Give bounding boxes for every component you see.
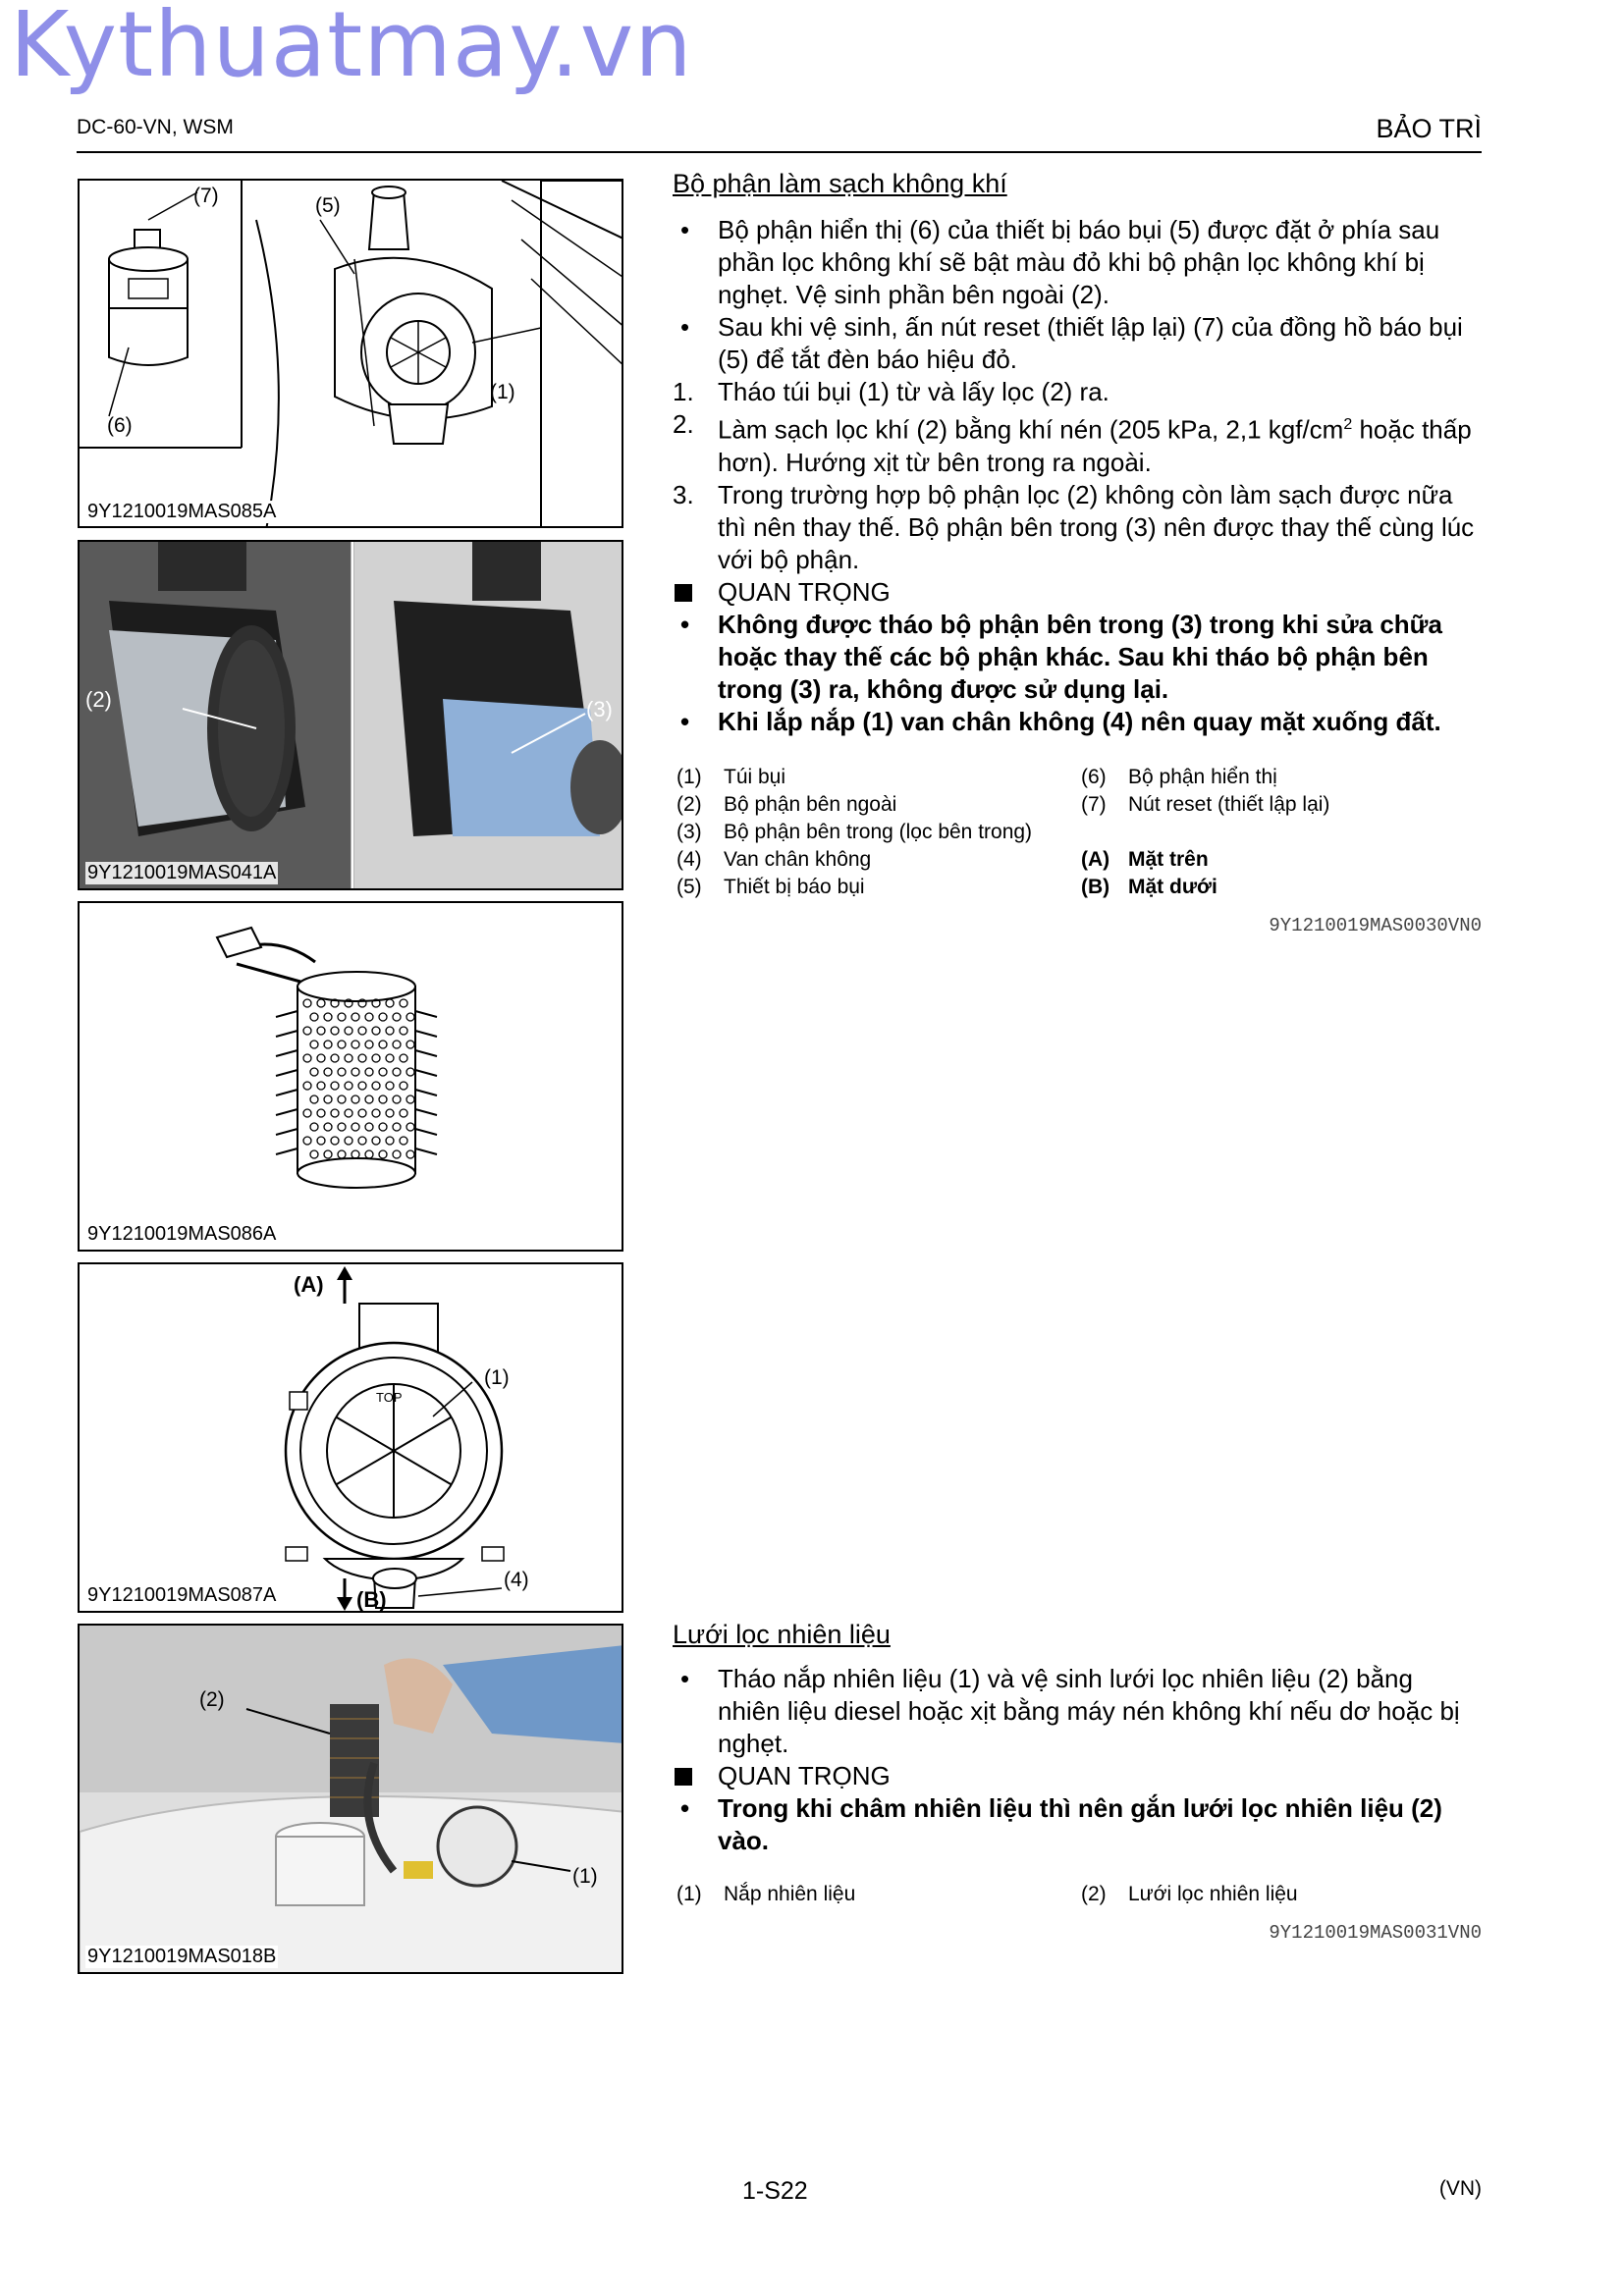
filter-elements-photo (80, 542, 623, 890)
air-arrow (415, 1148, 437, 1154)
square-bullet-icon (675, 584, 692, 602)
air-arrow (276, 1148, 298, 1154)
legend-left: (1) Túi bụi (2) Bộ phận bên ngoài (3) Bộ phận bên trong (lọc bên trong) (4) Van chân không (5) Thiết bị báo bụi (676, 766, 1033, 898)
label-1: (1) (572, 1865, 598, 1888)
header-doc-id: DC-60-VN, WSM (77, 116, 234, 138)
cover-orientation-illustration (80, 1264, 623, 1613)
important-heading: QUAN TRỌNG (673, 576, 1482, 609)
air-cleaner-illustration (80, 181, 623, 528)
air-arrow (276, 1070, 298, 1076)
top-marking: TOP (376, 1390, 403, 1405)
label-6: (6) (107, 414, 133, 437)
air-arrow (415, 1090, 437, 1095)
fuel-strainer-photo (80, 1626, 623, 1974)
legend-right: (2) Lưới lọc nhiên liệu (1081, 1883, 1298, 1905)
header-section: BẢO TRÌ (1376, 114, 1482, 143)
figure-air-cleaner-indicator (78, 179, 623, 528)
content-code: 9Y1210019MAS0030VN0 (1269, 915, 1482, 936)
label-2: (2) (199, 1688, 225, 1711)
figure-cleaning-filter (78, 901, 623, 1252)
label-4: (4) (504, 1569, 529, 1591)
label-1: (1) (484, 1366, 510, 1389)
content-code: 9Y1210019MAS0031VN0 (1269, 1922, 1482, 1944)
figure-code: 9Y1210019MAS041A (87, 862, 277, 883)
label-7: (7) (193, 185, 219, 207)
important-item: • Trong khi châm nhiên liệu thì nên gắn lưới lọc nhiên liệu (2) vào. (680, 1793, 1442, 1855)
bullet-item: • Sau khi vệ sinh, ấn nút reset (thiết lập lại) (7) của đồng hồ báo bụi (5) để tắt đèn báo hiệu đỏ. (680, 312, 1463, 374)
watermark: Kythuatmay.vn (10, 0, 693, 97)
step-item: 1. Tháo túi bụi (1) từ và lấy lọc (2) ra. (673, 377, 1109, 406)
section-title-fuel-strainer: Lưới lọc nhiên liệu (673, 1620, 891, 1649)
language-tag: (VN) (1438, 2177, 1482, 2200)
figure-code: 9Y1210019MAS018B (87, 1946, 277, 1967)
step-item: 3. Trong trường hợp bộ phận lọc (2) không còn làm sạch được nữa thì nên thay thế. Bộ phận bên trong (3) nên được thay thế cùng lúc với bộ phận. (673, 479, 1475, 574)
figure-filter-elements-photo (78, 540, 623, 890)
page-number: 1-S22 (742, 2177, 808, 2205)
section-title-air-cleaner: Bộ phận làm sạch không khí (673, 169, 1007, 198)
cleaning-filter-illustration (80, 903, 623, 1252)
air-arrow (415, 1050, 437, 1056)
header-rule (77, 151, 1482, 153)
bullet-item: • Tháo nắp nhiên liệu (1) và vệ sinh lưới lọc nhiên liệu (2) bằng nhiên liệu diesel hoặc xịt bằng máy nén không khí nếu dơ hoặc bị nghẹt. (680, 1664, 1460, 1758)
figure-cover-orientation (78, 1262, 623, 1613)
legend-left: (1) Nắp nhiên liệu (676, 1883, 856, 1905)
air-arrow (276, 1090, 298, 1095)
air-arrow (276, 1129, 298, 1135)
label-2: (2) (85, 687, 112, 712)
figure-code: 9Y1210019MAS087A (87, 1584, 277, 1606)
label-1: (1) (490, 381, 515, 403)
legend-right: (6) Bộ phận hiển thị (7) Nút reset (thiết lập lại) (A) Mặt trên (B) Mặt dưới (1081, 766, 1330, 898)
important-item: • Khi lắp nắp (1) van chân không (4) nên quay mặt xuống đất. (680, 706, 1441, 736)
figure-fuel-strainer-photo (78, 1624, 623, 1974)
label-5: (5) (315, 194, 341, 217)
label-3: (3) (586, 697, 613, 721)
air-arrow (276, 1031, 298, 1037)
figure-code: 9Y1210019MAS085A (87, 501, 277, 522)
air-arrow (415, 1129, 437, 1135)
air-arrow (415, 1070, 437, 1076)
important-item: • Không được tháo bộ phận bên trong (3) trong khi sửa chữa hoặc thay thế các bộ phận khác. Sau khi tháo bộ phận bên trong (3) ra, không được sử dụng lại. (680, 609, 1442, 704)
label-a: (A) (294, 1272, 324, 1297)
air-arrow (276, 1109, 298, 1115)
step-item: 2. Làm sạch lọc khí (2) bằng khí nén (205 kPa, 2,1 kgf/$cm^2$ hoặc thấp hơn). Hướng xịt từ bên trong ra ngoài. (673, 409, 1472, 477)
air-arrow (415, 1109, 437, 1115)
air-arrow (276, 1050, 298, 1056)
air-arrow (415, 1031, 437, 1037)
square-bullet-icon (675, 1768, 692, 1786)
label-b: (B) (356, 1587, 387, 1612)
important-heading: QUAN TRỌNG (673, 1760, 1482, 1792)
bullet-item: • Bộ phận hiển thị (6) của thiết bị báo bụi (5) được đặt ở phía sau phần lọc không khí sẽ bật màu đỏ khi bộ phận lọc không khí bị nghẹt. Vệ sinh phần bên ngoài (2). (680, 215, 1440, 309)
section-air-cleaner-body (673, 214, 1482, 738)
section-fuel-strainer-body (673, 1663, 1482, 1857)
figure-code: 9Y1210019MAS086A (87, 1223, 277, 1245)
air-arrow (415, 1011, 437, 1017)
air-arrow (276, 1011, 298, 1017)
